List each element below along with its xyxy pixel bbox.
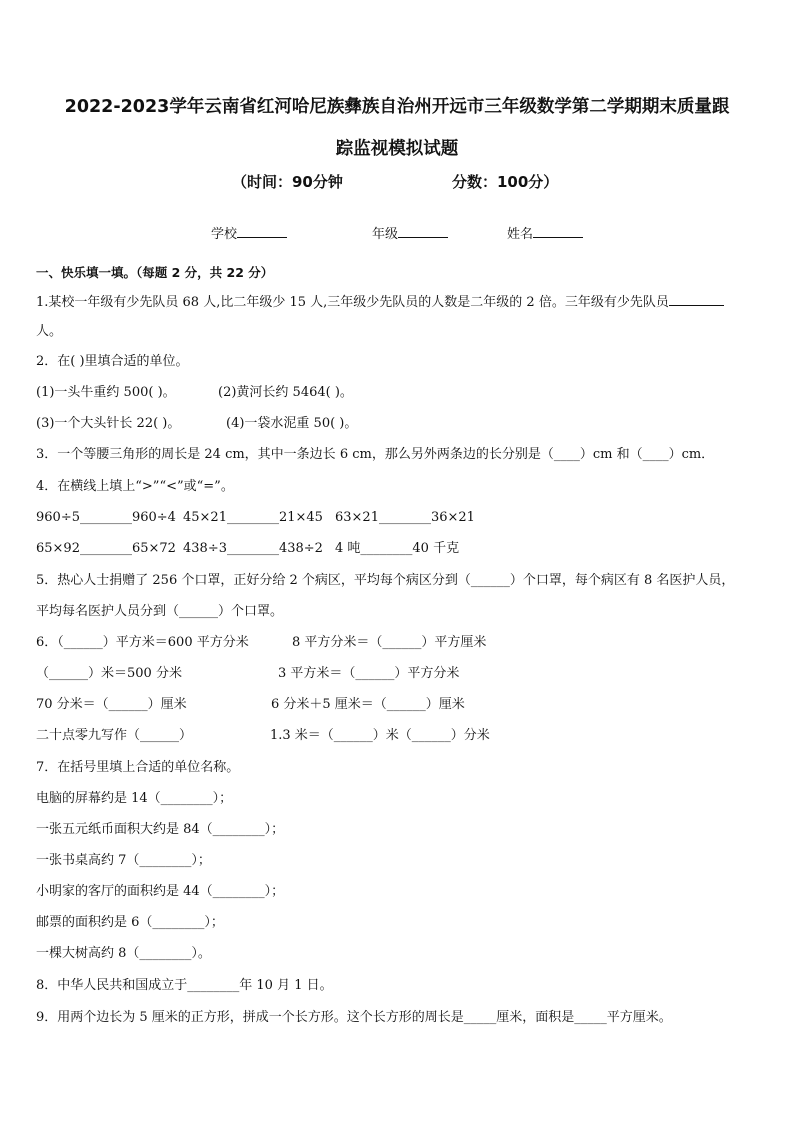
question-6-item: 70 分米＝（______）厘米 [36,697,187,712]
question-6-item: 1.3 米＝（______）米（______）分米 [270,728,490,743]
question-6-item: 6 分米＋5 厘米＝（______）厘米 [271,697,465,712]
question-6-item: 3 平方米＝（______）平方分米 [278,666,460,681]
comparison-item: 4 吨________40 千克 [335,541,460,556]
exam-title [36,86,758,170]
question-7-item: 电脑的屏幕约是 14（________）； [36,791,233,806]
question-1-tail: 人。 [36,324,63,339]
question-2: 2．在( )里填合适的单位。 [36,354,189,369]
name-field[interactable] [507,223,583,242]
title-line-2: 踪监视模拟试题 [335,139,459,159]
question-2-item-4: (4)一袋水泥重 50( )。 [226,416,358,431]
title-line-1: 2022-2023学年云南省红河哈尼族彝族自治州开远市三年级数学第二学期期末质量跟 [64,97,730,117]
name-label: 姓名 [507,227,534,242]
question-7: 7．在括号里填上合适的单位名称。 [36,760,240,775]
question-1-blank[interactable] [669,292,724,306]
question-8: 8．中华人民共和国成立于________年 10 月 1 日。 [36,978,333,993]
grade-blank[interactable] [398,224,448,238]
question-2-item-1: (1)一头牛重约 500( )。 [36,385,176,400]
grade-field[interactable] [372,223,448,242]
section-heading: 一、快乐填一填。（每题 2 分，共 22 分） [36,265,274,280]
question-5-line-2: 平均每名医护人员分到（______）个口罩。 [36,604,284,619]
question-1-text: 1.某校一年级有少先队员 68 人,比二年级少 15 人,三年级少先队员的人数是二年级的 2 倍。三年级有少先队员 [36,295,669,310]
school-field[interactable] [211,223,287,242]
question-7-item: 一张书桌高约 7（________）； [36,853,211,868]
question-6-item: 8 平方分米＝（______）平方厘米 [292,635,487,650]
question-3: 3．一个等腰三角形的周长是 24 cm，其中一条边长 6 cm，那么另外两条边的长分别是（____）cm 和（____）cm． [36,447,715,462]
student-info-fields [0,223,794,243]
question-6-item: 6．（______）平方米＝600 平方分米 [36,635,249,650]
question-5-line-1: 5．热心人士捐赠了 256 个口罩，正好分给 2 个病区，平均每个病区分到（______）个口罩，每个病区有 8 名医护人员， [36,573,735,588]
question-4: 4．在横线上填上“>”“<”或“=”。 [36,479,234,494]
comparison-item: 438÷3________438÷2 [183,541,323,556]
question-2-item-2: (2)黄河长约 5464( )。 [218,385,353,400]
total-score: 分数：100分） [452,173,559,191]
question-7-item: 一张五元纸币面积大约是 84（________）； [36,822,285,837]
exam-meta [0,171,794,193]
grade-label: 年级 [372,227,399,242]
comparison-item: 45×21________21×45 [183,510,323,525]
school-blank[interactable] [237,224,287,238]
time-limit: （时间：90分钟 [232,173,343,191]
question-7-item: 一棵大树高约 8（________）。 [36,946,211,961]
school-label: 学校 [211,227,238,242]
question-7-item: 邮票的面积约是 6（________）； [36,915,224,930]
question-9: 9．用两个边长为 5 厘米的正方形，拼成一个长方形。这个长方形的周长是_____厘米，面积是_____平方厘米。 [36,1010,672,1025]
comparison-item: 63×21________36×21 [335,510,475,525]
comparison-item: 65×92________65×72 [36,541,176,556]
question-6-item: （______）米＝500 分米 [36,666,182,681]
question-1 [36,292,724,312]
question-6-item: 二十点零九写作（______） [36,728,193,743]
question-2-item-3: (3)一个大头针长 22( )。 [36,416,181,431]
question-7-item: 小明家的客厅的面积约是 44（________）； [36,884,285,899]
name-blank[interactable] [533,224,583,238]
comparison-item: 960÷5________960÷4 [36,510,176,525]
